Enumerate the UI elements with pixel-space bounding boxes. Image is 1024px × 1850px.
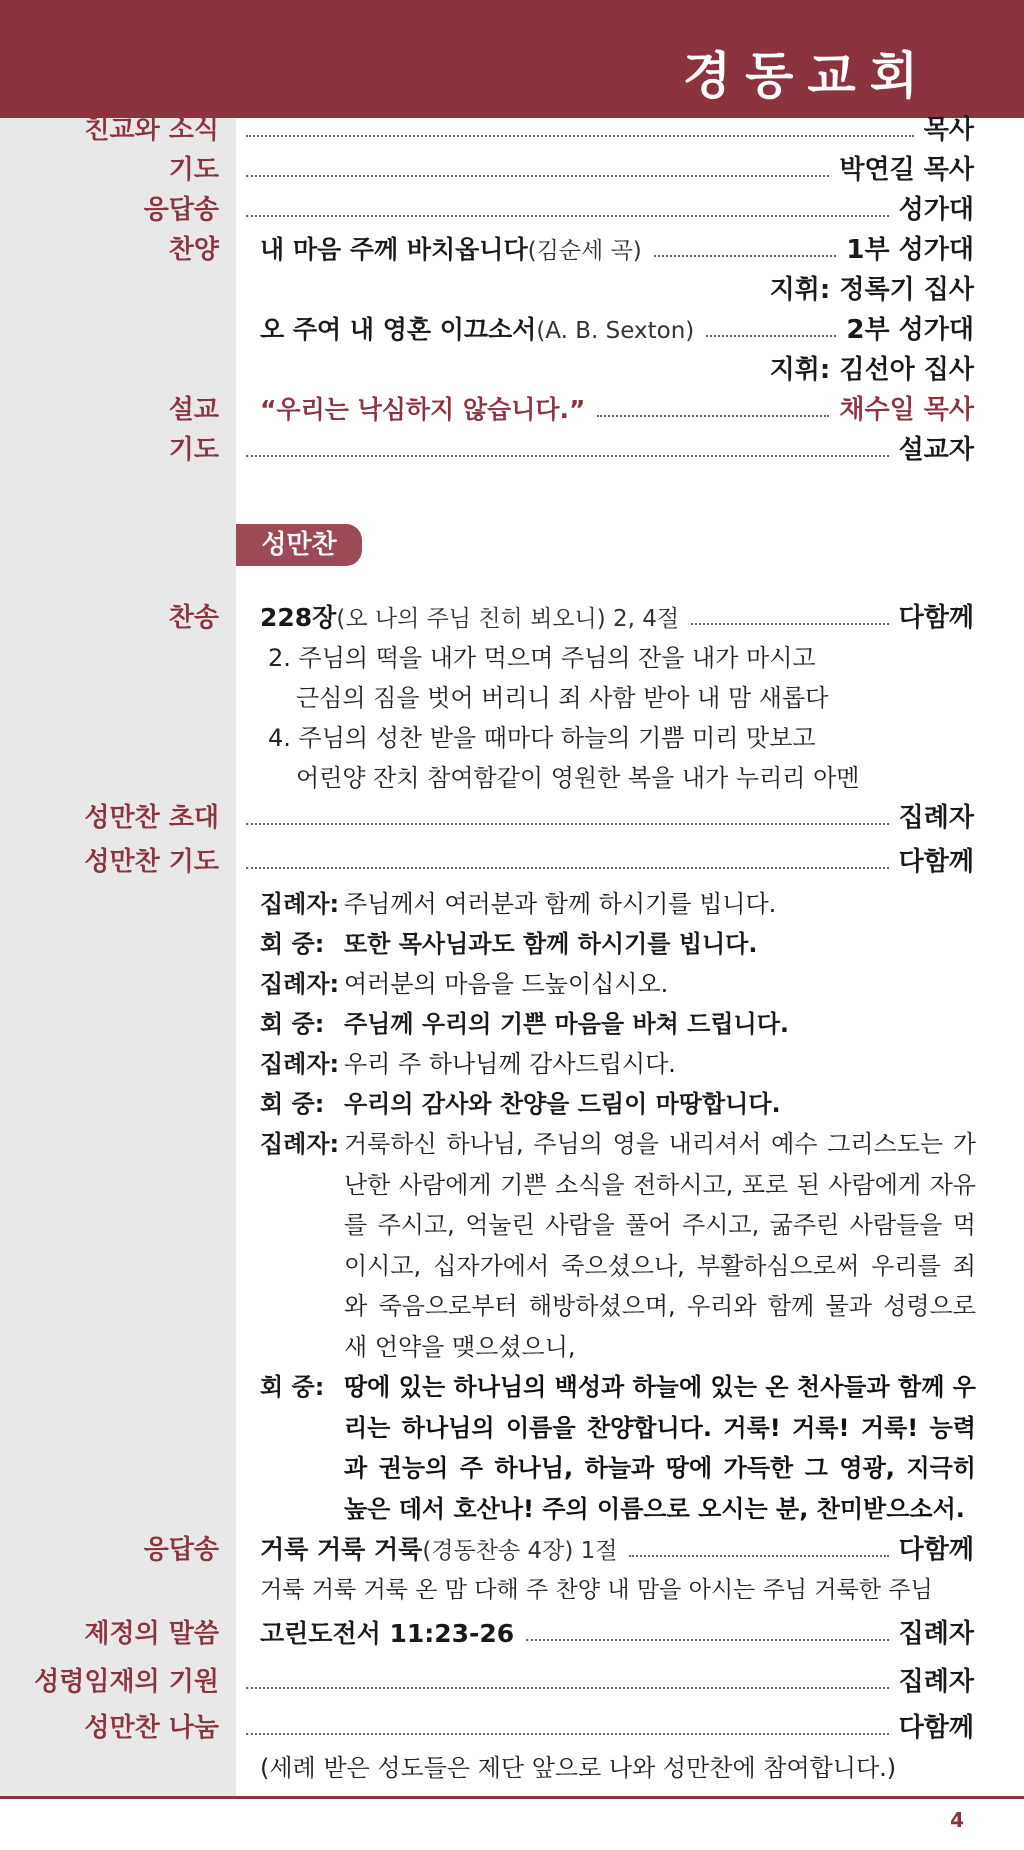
order-leader: 다함께 (898, 1713, 974, 1743)
order-leader: 다함께 (898, 603, 974, 633)
order-leader: 채수일 목사 (839, 395, 974, 425)
order-row-conductor (0, 270, 1024, 310)
section-tab-communion: 성만찬 (236, 524, 362, 566)
order-line (236, 110, 974, 150)
liturgy-leader-paragraph: 거룩하신 하나님, 주님의 영을 내리셔서 예수 그리스도는 가난한 사람에게 기쁜 소식을 전하시고, 포로 된 사람에게 자유를 주시고, 억눌린 사람을 풀어 주시고, 굶주린 사람들을 먹이시고, 십자가에서 죽으셨으나, 부활하심으로써 우리를 죄와 죽음으로부터 해방하셨으며, 우리와 함께 물과 성령으로 새 언약을 맺으셨으니, (344, 1130, 976, 1361)
order-leader: 성가대 (898, 195, 974, 225)
order-row-hymn (0, 598, 1024, 638)
speaker: 집례자: (260, 970, 340, 998)
order-label: 응답송 (143, 1535, 219, 1565)
hymn-lyric-line: 어린양 잔치 참여함같이 영원한 복을 내가 누리리 아멘 (296, 764, 860, 792)
dot-leader (706, 335, 836, 337)
dot-leader (246, 135, 914, 137)
order-row-prayer-2 (0, 430, 1024, 470)
order-row-conductor-2 (0, 350, 1024, 390)
order-line (260, 1530, 974, 1570)
order-leader: 목사 (923, 115, 974, 145)
sermon-title: “우리는 낙심하지 않습니다.” (260, 395, 586, 424)
order-label: 성령임재의 기원 (34, 1667, 219, 1697)
order-label: 찬송 (168, 603, 219, 633)
dot-leader (246, 215, 889, 217)
order-leader: 집례자 (898, 1667, 974, 1697)
order-leader: 1부 성가대 (846, 235, 974, 265)
liturgy-text: 또한 목사님과도 함께 하시기를 빕니다. (344, 930, 758, 958)
order-leader: 다함께 (898, 847, 974, 877)
hymn-number: 228장 (260, 602, 337, 632)
liturgy-people-line (260, 1004, 980, 1044)
order-row-fellowship (0, 110, 1024, 150)
order-row-epiclesis (0, 1662, 1024, 1702)
order-line (260, 1614, 974, 1654)
order-leader: 집례자 (898, 803, 974, 833)
order-line (236, 842, 974, 882)
liturgy-leader-line (260, 884, 980, 924)
dot-leader (246, 823, 889, 825)
order-line (236, 190, 974, 230)
liturgy-people-line (260, 1084, 980, 1124)
order-line (236, 798, 974, 838)
dot-leader (246, 1687, 889, 1689)
dot-leader (246, 867, 889, 869)
speaker: 집례자: (260, 1130, 340, 1158)
anthem-title (260, 230, 642, 271)
order-label: 설교 (168, 395, 219, 425)
page-number: 4 (950, 1808, 964, 1832)
order-line (260, 598, 974, 638)
hymn-lyric-line: 근심의 짐을 벗어 버리니 죄 사함 받아 내 맘 새롭다 (296, 684, 829, 712)
anthem-composer: (A. B. Sexton) (536, 317, 695, 344)
liturgy-text: 주님께서 여러분과 함께 하시기를 빕니다. (344, 890, 777, 918)
scripture-text: 고린도전서 11:23-26 (260, 1619, 515, 1648)
anthem-composer: (김순세 곡) (527, 237, 642, 264)
hymn-title (260, 598, 679, 639)
order-row-communion-prayer (0, 842, 1024, 882)
order-row-prayer (0, 150, 1024, 190)
liturgy-text: 여러분의 마음을 드높이십시오. (344, 970, 669, 998)
liturgy-people-paragraph: 땅에 있는 하나님의 백성과 하늘에 있는 온 천사들과 함께 우리는 하나님의 이름을 찬양합니다. 거룩! 거룩! 거룩! 능력과 권능의 주 하나님, 하늘과 땅에 가득한 그 영광, 지극히 높은 데서 호산나! 주의 이름으로 오시는 분, 찬미받으소서. (344, 1373, 976, 1523)
order-line (236, 150, 974, 190)
response-lyric: 거룩 거룩 거룩 온 맘 다해 주 찬양 내 맘을 아시는 주님 거룩한 주님 (260, 1577, 933, 1603)
order-row-sermon (0, 390, 1024, 430)
dot-leader (629, 1555, 888, 1557)
order-leader: 집례자 (898, 1619, 974, 1649)
church-name: 경동교회 (682, 46, 932, 105)
dot-leader (654, 255, 837, 257)
hymn-lyric-line: 2. 주님의 떡을 내가 먹으며 주님의 잔을 내가 마시고 (268, 644, 816, 672)
anthem-title-text: 내 마음 주께 바치옵니다 (260, 234, 528, 264)
order-row-response-2 (0, 1530, 1024, 1570)
hymn-lyric-line: 4. 주님의 성찬 받을 때마다 하늘의 기쁨 미리 맛보고 (268, 724, 816, 752)
order-row-response (0, 190, 1024, 230)
liturgy-text: 우리의 감사와 찬양을 드림이 마땅합니다. (344, 1090, 781, 1118)
dot-leader (246, 1733, 889, 1735)
order-label: 성만찬 나눔 (84, 1713, 219, 1743)
dot-leader (246, 175, 829, 177)
hymn-name: (오 나의 주님 친히 뵈오니) 2, 4절 (336, 605, 680, 632)
dot-leader (526, 1639, 888, 1641)
order-line (236, 1662, 974, 1702)
speaker: 회 중: (260, 1010, 325, 1038)
order-label: 제정의 말씀 (84, 1619, 219, 1649)
order-leader: 설교자 (898, 435, 974, 465)
speaker: 집례자: (260, 1050, 340, 1078)
liturgy-text: 주님께 우리의 기쁜 마음을 바쳐 드립니다. (344, 1010, 790, 1038)
order-label: 성만찬 기도 (84, 847, 219, 877)
order-label: 찬양 (168, 235, 219, 265)
speaker: 회 중: (260, 1373, 325, 1401)
sharing-note: (세례 받은 성도들은 제단 앞으로 나와 성만찬에 참여합니다.) (260, 1754, 897, 1782)
order-row-words (0, 1614, 1024, 1654)
response-title-text: 거룩 거룩 거룩 (260, 1534, 423, 1564)
order-leader: 박연길 목사 (839, 155, 974, 185)
order-leader: 2부 성가대 (846, 315, 974, 345)
liturgy-leader-line (260, 964, 980, 1004)
liturgy-people-line (260, 924, 980, 964)
conductor: 지휘: 김선아 집사 (769, 355, 974, 385)
dot-leader (246, 455, 889, 457)
order-row-anthem (0, 230, 1024, 270)
order-label: 기도 (168, 435, 219, 465)
order-label: 기도 (168, 155, 219, 185)
dot-leader (597, 415, 829, 417)
footer-rule (0, 1796, 1024, 1799)
response-source: (경동찬송 4장) 1절 (422, 1537, 618, 1564)
scripture-reference (260, 1614, 514, 1654)
speaker: 집례자: (260, 890, 340, 918)
anthem-title-text: 오 주여 내 영혼 이끄소서 (260, 314, 537, 344)
conductor: 지휘: 정록기 집사 (769, 275, 974, 305)
order-row-sharing (0, 1708, 1024, 1748)
dot-leader (691, 623, 889, 625)
order-row-invitation (0, 798, 1024, 838)
order-line (260, 230, 974, 270)
order-label: 친교와 소식 (84, 115, 219, 145)
order-line (236, 1708, 974, 1748)
speaker: 회 중: (260, 1090, 325, 1118)
liturgy-text: 우리 주 하나님께 감사드립시다. (344, 1050, 676, 1078)
order-line (260, 310, 974, 350)
anthem-title (260, 310, 694, 351)
response-title (260, 1530, 617, 1571)
order-label: 응답송 (143, 195, 219, 225)
liturgy-leader-line (260, 1044, 980, 1084)
order-line (260, 390, 974, 430)
order-line (236, 430, 974, 470)
order-label: 성만찬 초대 (84, 803, 219, 833)
order-row-anthem-2 (0, 310, 1024, 350)
speaker: 회 중: (260, 930, 325, 958)
order-leader: 다함께 (898, 1535, 974, 1565)
